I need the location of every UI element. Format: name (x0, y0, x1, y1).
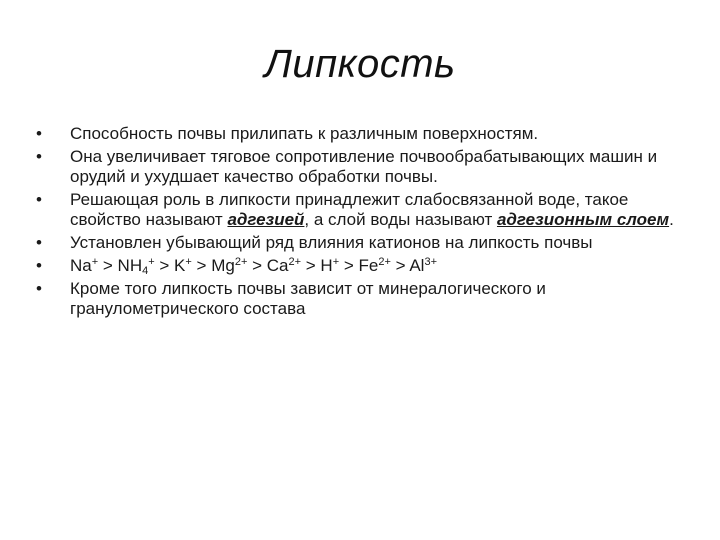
bullet-icon: • (36, 190, 42, 209)
cation-k: K (174, 256, 186, 275)
term-adhesion-layer: адгезионным слоем (496, 210, 670, 229)
bullet-icon: • (36, 233, 42, 252)
cation-al: Al (409, 256, 425, 275)
charge: + (332, 256, 340, 268)
slide-title: Липкость (264, 42, 456, 86)
cation-na: Na (70, 256, 92, 275)
bullet-item (36, 147, 676, 187)
separator: > (191, 256, 212, 275)
separator: > (98, 256, 118, 275)
charge: 2+ (288, 256, 302, 268)
bullet-text: Кроме того липкость почвы зависит от минералогического и гранулометрического состава (70, 279, 546, 318)
cation-ca: Ca (266, 256, 289, 275)
bullet-text-part: , а слой воды называют (304, 210, 497, 229)
term-adhesion: адгезией (227, 210, 305, 229)
bullet-item-cation-series (36, 256, 676, 276)
bullet-item (36, 279, 676, 319)
bullet-item (36, 124, 676, 144)
separator: > (301, 256, 321, 275)
cation-series (70, 256, 437, 275)
bullet-list (36, 124, 676, 322)
subscript: 4 (142, 265, 149, 277)
separator: > (154, 256, 175, 275)
bullet-icon: • (36, 124, 42, 143)
bullet-text: Установлен убывающий ряд влияния катионов на липкость почвы (70, 233, 593, 252)
bullet-text-part: Решающая роль в липкости принадлежит слабосвязанной воде, такое свойство называют (70, 190, 629, 229)
charge: + (91, 256, 99, 268)
charge: 2+ (234, 256, 248, 268)
charge: + (185, 256, 192, 268)
cation-nh4: NH (117, 256, 143, 275)
charge: 3+ (424, 256, 437, 268)
bullet-text: Она увеличивает тяговое сопротивление почвообрабатывающих машин и орудий и ухудшает качество обработки почвы. (70, 147, 658, 186)
bullet-icon: • (36, 147, 42, 166)
charge: + (148, 256, 155, 268)
separator: > (247, 256, 267, 275)
bullet-item (36, 233, 676, 253)
cation-fe: Fe (358, 256, 379, 275)
bullet-text: Способность почвы прилипать к различным поверхностям. (70, 124, 539, 143)
cation-mg: Mg (211, 256, 235, 275)
bullet-item (36, 190, 676, 230)
bullet-text (70, 190, 674, 229)
bullet-icon: • (36, 256, 42, 275)
cation-h: H (320, 256, 333, 275)
charge: 2+ (378, 256, 391, 268)
separator: > (339, 256, 359, 275)
separator: > (390, 256, 410, 275)
bullet-text-part: . (669, 210, 674, 229)
bullet-icon: • (36, 279, 42, 298)
